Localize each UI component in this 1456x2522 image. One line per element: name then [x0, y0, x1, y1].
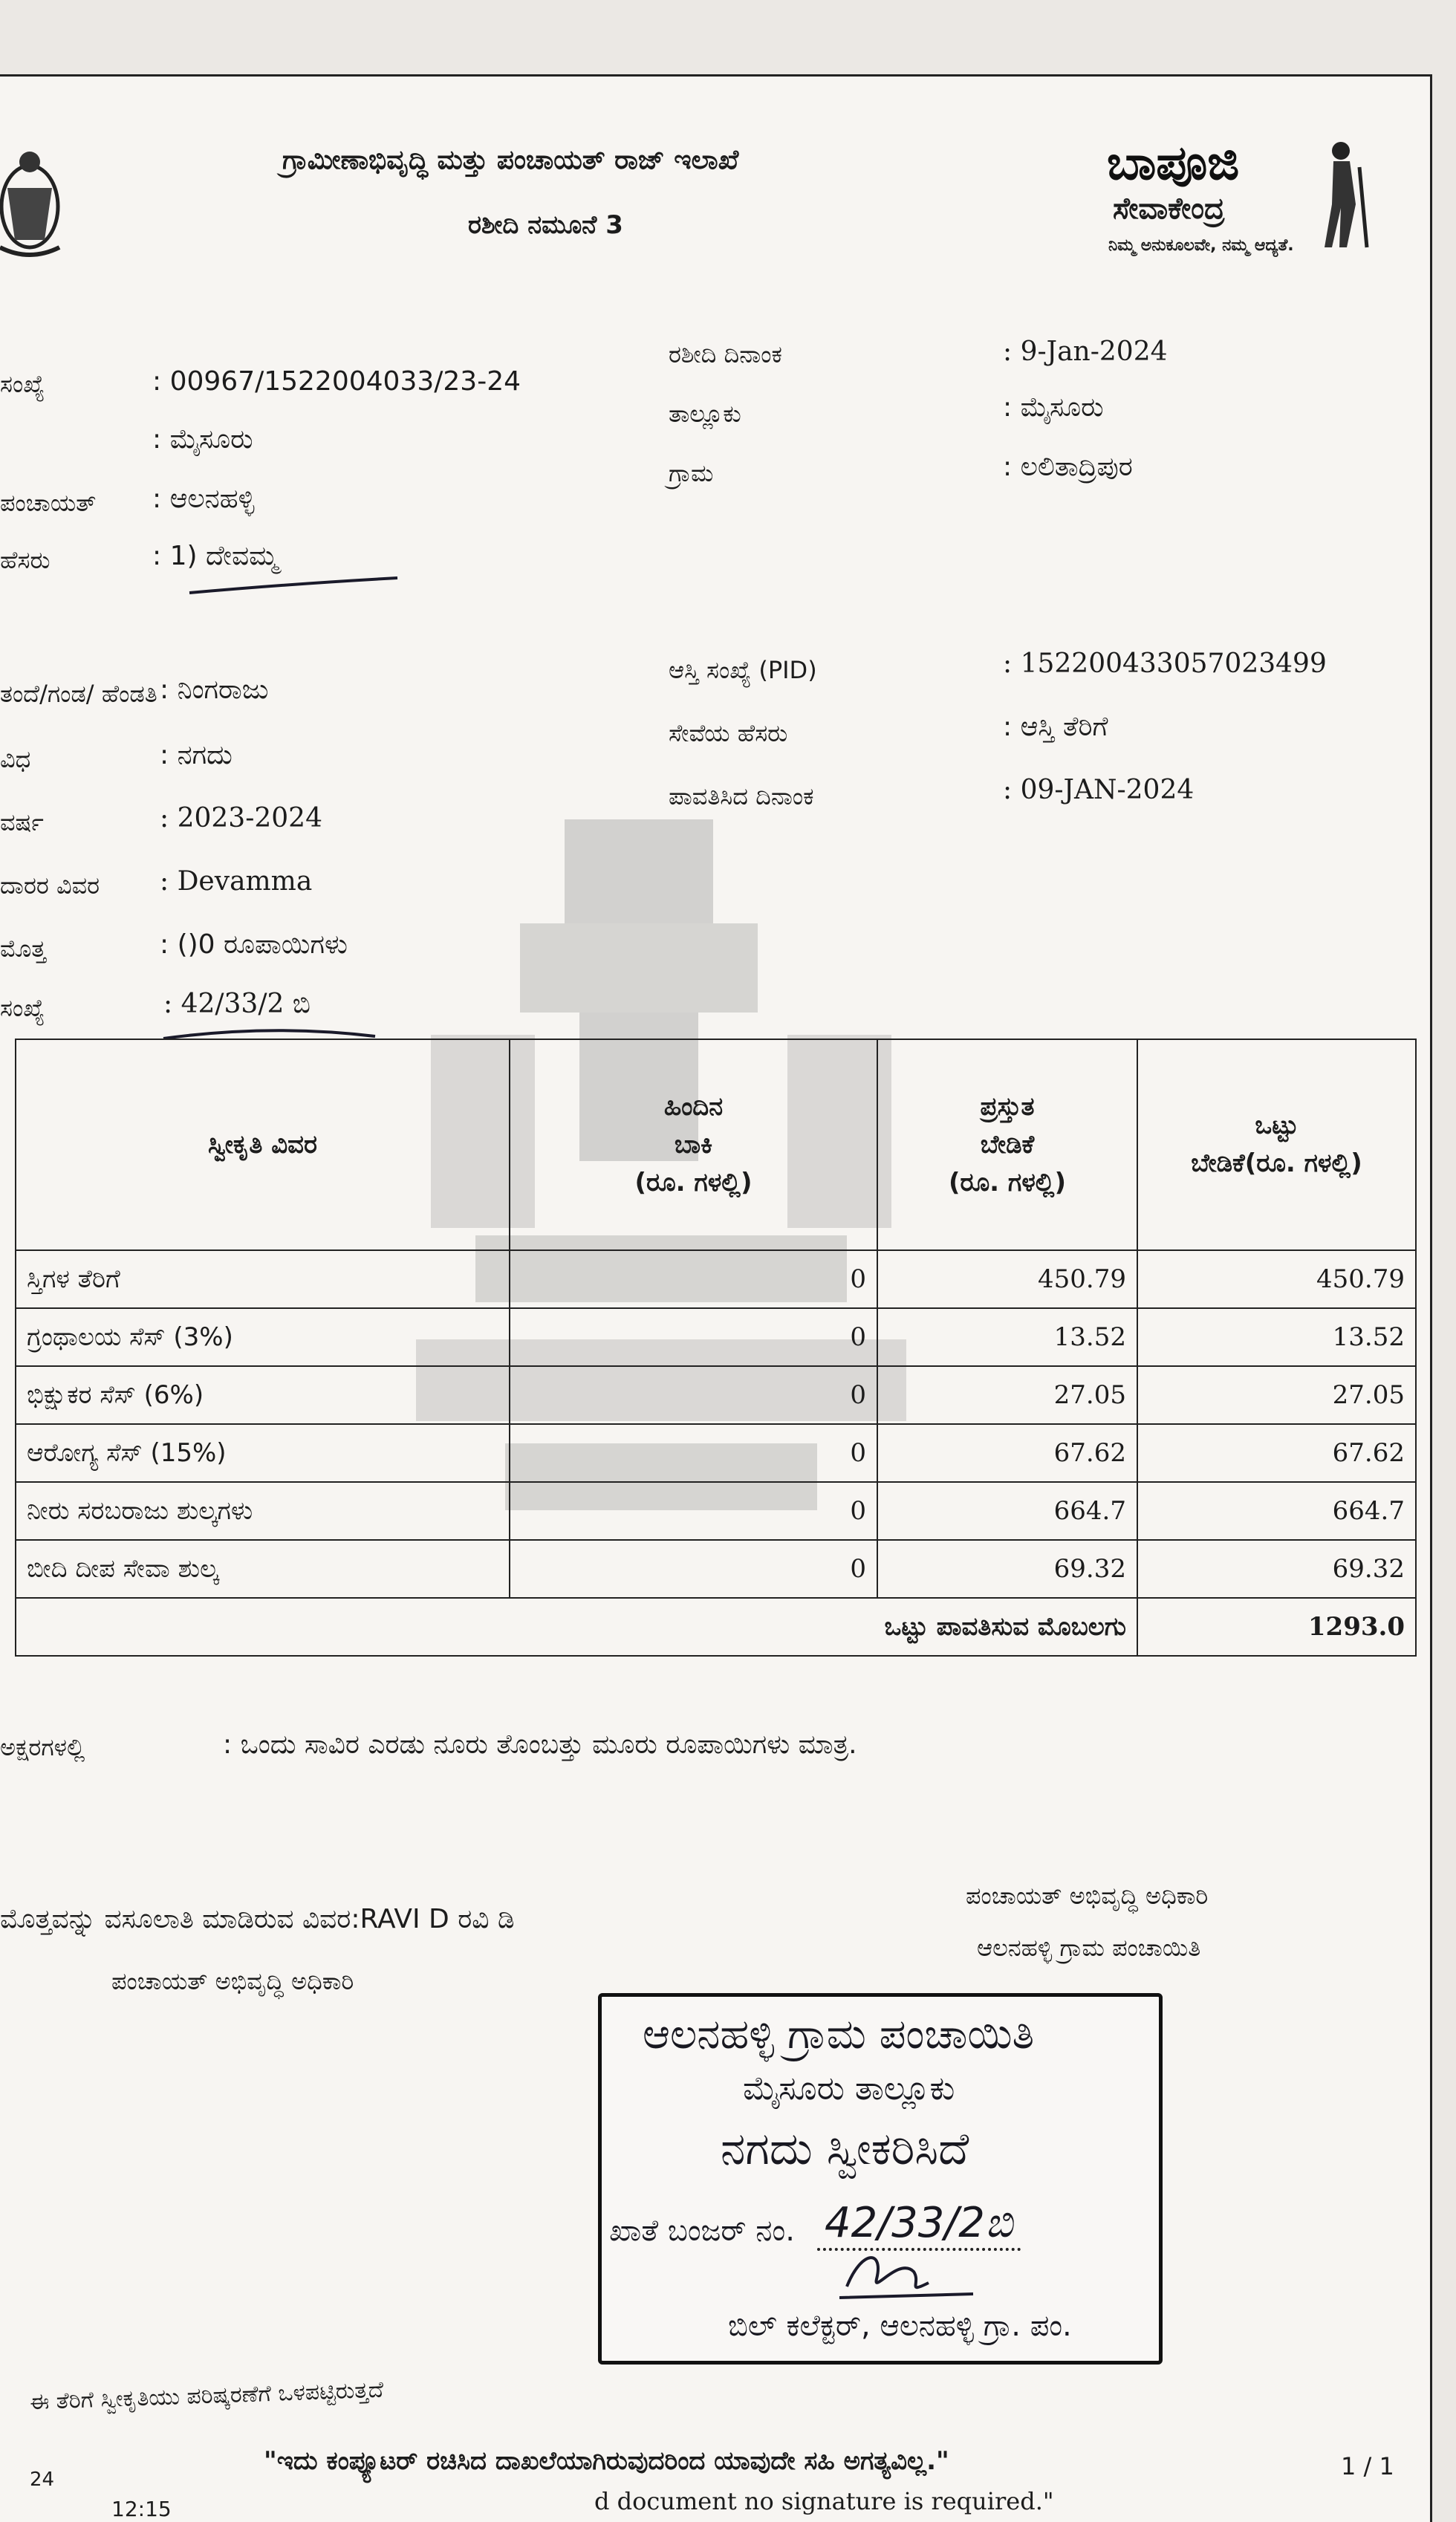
service-name-value: : ಆಸ್ತಿ ತೆರಿಗೆ — [1003, 712, 1108, 742]
payer-name-label: ಹೆಸರು — [0, 546, 51, 574]
table-header-row — [16, 1039, 1416, 1250]
computer-generated-note-kannada: "ಇದು ಕಂಪ್ಯೂಟರ್ ರಚಿಸಿದ ದಾಖಲೆಯಾಗಿರುವುದರಿಂದ ಯಾವುದೇ ಸಹಿ ಅಗತ್ಯವಿಲ್ಲ." — [264, 2446, 949, 2476]
print-date-fragment: 24 — [30, 2469, 55, 2491]
year-label: ವರ್ಷ — [0, 808, 44, 836]
in-words-label: ಅಕ್ಷರಗಳಲ್ಲಿ — [0, 1733, 85, 1761]
row-current: 27.05 — [877, 1366, 1137, 1424]
owner-detail-value: : Devamma — [160, 866, 313, 897]
column-header-description: ಸ್ವೀಕೃತಿ ವಿವರ — [16, 1039, 510, 1250]
row-previous: 0 — [510, 1366, 877, 1424]
logo-name: ಬಾಪೂಜಿ — [1107, 136, 1240, 191]
table-row — [16, 1366, 1416, 1424]
row-total: 13.52 — [1137, 1308, 1416, 1366]
gandhi-figure-icon — [1304, 137, 1371, 249]
table-row — [16, 1424, 1416, 1482]
payment-mode-value: : ನಗದು — [160, 740, 233, 770]
total-row — [16, 1598, 1416, 1656]
row-previous: 0 — [510, 1424, 877, 1482]
amount-label: ಮೊತ್ತ — [0, 935, 46, 963]
pdo-office: ಆಲನಹಳ್ಳಿ ಗ್ರಾಮ ಪಂಚಾಯಿತಿ — [977, 1934, 1201, 1962]
row-previous: 0 — [510, 1250, 877, 1308]
row-current: 13.52 — [877, 1308, 1137, 1366]
row-total: 27.05 — [1137, 1366, 1416, 1424]
year-value: : 2023-2024 — [160, 803, 322, 833]
row-item: ಸ್ತಿಗಳ ತೆರಿಗೆ — [16, 1250, 510, 1308]
ink-underline — [186, 571, 401, 600]
village-label: ಗ್ರಾಮ — [669, 459, 714, 487]
row-previous: 0 — [510, 1540, 877, 1598]
row-previous: 0 — [510, 1482, 877, 1540]
receipt-no-label: ಸಂಖ್ಯೆ — [0, 370, 45, 398]
row-item: ಭಿಕ್ಷುಕರ ಸೆಸ್ (6%) — [16, 1366, 510, 1424]
relation-label: ತಂದೆ/ಗಂಡ/ ಹೆಂಡತಿ — [0, 680, 157, 708]
row-previous: 0 — [510, 1308, 877, 1366]
row-current: 450.79 — [877, 1250, 1137, 1308]
row-item: ಗ್ರಂಥಾಲಯ ಸೆಸ್ (3%) — [16, 1308, 510, 1366]
table-row — [16, 1482, 1416, 1540]
taluk-value: : ಮೈಸೂರು — [1003, 392, 1104, 423]
column-header-current-demand: ಪ್ರಸ್ತುತ ಬೇಡಿಕೆ (ರೂ. ಗಳಲ್ಲಿ) — [877, 1039, 1137, 1250]
owner-detail-label: ದಾರರ ವಿವರ — [0, 871, 100, 900]
collector-designation: ಪಂಚಾಯತ್ ಅಭಿವೃದ್ಧಿ ಅಧಿಕಾರಿ — [111, 1967, 354, 1995]
pid-label: ಆಸ್ತಿ ಸಂಖ್ಯೆ (PID) — [669, 656, 817, 684]
state-emblem-icon — [0, 136, 82, 262]
receipt-date-value: : 9-Jan-2024 — [1003, 337, 1168, 367]
row-current: 664.7 — [877, 1482, 1137, 1540]
stamp-gram-panchayat: ಆಲನಹಳ್ಳಿ ಗ್ರಾಮ ಪಂಚಾಯಿತಿ — [643, 2010, 1035, 2058]
payer-name-value: : 1) ದೇವಮ್ಮ — [152, 541, 279, 571]
cash-received-stamp — [598, 1993, 1163, 2365]
row-item: ಬೀದಿ ದೀಪ ಸೇವಾ ಶುಲ್ಕ — [16, 1540, 510, 1598]
receipt-sheet — [0, 74, 1432, 2522]
row-total: 69.32 — [1137, 1540, 1416, 1598]
property-no-label: ಸಂಖ್ಯೆ — [0, 994, 45, 1022]
panchayat-value: : ಆಲನಹಳ್ಳಿ — [152, 484, 255, 514]
property-no-value: : 42/33/2 ಬಿ — [163, 989, 311, 1019]
bapuji-logo — [1107, 136, 1374, 262]
row-total: 67.62 — [1137, 1424, 1416, 1482]
receipt-no-value: : 00967/1522004033/23-24 — [152, 366, 521, 397]
fee-table — [15, 1039, 1417, 1657]
village-value: : ಲಲಿತಾದ್ರಿಪುರ — [1003, 452, 1133, 482]
row-current: 67.62 — [877, 1424, 1137, 1482]
logo-subtitle: ಸೇವಾಕೇಂದ್ರ — [1113, 192, 1225, 226]
payment-mode-label: ವಿಧ — [0, 745, 31, 773]
table-row — [16, 1308, 1416, 1366]
row-item: ನೀರು ಸರಬರಾಜು ಶುಲ್ಕಗಳು — [16, 1482, 510, 1540]
print-time: 12:15 — [111, 2497, 172, 2521]
total-label: ಒಟ್ಟು ಪಾವತಿಸುವ ಮೊಬಲಗು — [16, 1598, 1137, 1656]
computer-generated-note-english: d document no signature is required." — [594, 2487, 1054, 2515]
receipt-form-title: ರಶೀದಿ ನಮೂನೆ 3 — [468, 210, 623, 240]
service-name-label: ಸೇವೆಯ ಹೆಸರು — [669, 719, 788, 747]
stamp-khata-label: ಖಾತೆ ಬಂಜರ್ ನಂ. — [609, 2214, 795, 2248]
row-item: ಆರೋಗ್ಯ ಸೆಸ್ (15%) — [16, 1424, 510, 1482]
relation-value: : ನಿಂಗರಾಜು — [160, 675, 269, 705]
panchayat-label: ಪಂಚಾಯತ್ — [0, 489, 97, 517]
column-header-total-demand: ಒಟ್ಟು ಬೇಡಿಕೆ(ರೂ. ಗಳಲ್ಲಿ) — [1137, 1039, 1416, 1250]
stamp-bill-collector: ಬಿಲ್ ಕಲೆಕ್ಟರ್, ಆಲನಹಳ್ಳಿ ಗ್ರಾ. ಪಂ. — [728, 2309, 1072, 2343]
paid-date-value: : 09-JAN-2024 — [1003, 775, 1195, 805]
row-total: 664.7 — [1137, 1482, 1416, 1540]
pdo-title: ಪಂಚಾಯತ್ ಅಭಿವೃದ್ಧಿ ಅಧಿಕಾರಿ — [966, 1882, 1209, 1910]
signature-mark — [832, 2242, 981, 2309]
revision-note: ಈ ತೆರಿಗೆ ಸ್ವೀಕೃತಿಯು ಪರಿಷ್ಕರಣೆಗೆ ಒಳಪಟ್ಟಿರುತ್ತದೆ — [29, 2376, 384, 2416]
column-header-previous-arrears: ಹಿಂದಿನ ಬಾಕಿ (ರೂ. ಗಳಲ್ಲಿ) — [510, 1039, 877, 1250]
paid-date-label: ಪಾವತಿಸಿದ ದಿನಾಂಕ — [669, 782, 814, 810]
total-value: 1293.0 — [1137, 1598, 1416, 1656]
stamp-cash-received: ನಗದು ಸ್ವೀಕರಿಸಿದೆ — [721, 2123, 969, 2175]
taluk-label: ತಾಲ್ಲೂಕು — [669, 400, 741, 428]
row-total: 450.79 — [1137, 1250, 1416, 1308]
logo-tagline: ನಿಮ್ಮ ಅನುಕೂಲವೇ, ನಮ್ಮ ಆದ್ಯತೆ. — [1108, 236, 1294, 255]
receipt-date-label: ರಶೀದಿ ದಿನಾಂಕ — [669, 340, 782, 368]
table-row — [16, 1540, 1416, 1598]
stamp-taluk: ಮೈಸೂರು ತಾಲ್ಲೂಕು — [743, 2070, 955, 2107]
pid-value: : 152200433057023499 — [1003, 649, 1327, 679]
table-row — [16, 1250, 1416, 1308]
page-number: 1 / 1 — [1341, 2452, 1394, 2480]
in-words-value: : ಒಂದು ಸಾವಿರ ಎರಡು ನೂರು ತೊಂಬತ್ತು ಮೂರು ರೂಪಾಯಿಗಳು ಮಾತ್ರ. — [223, 1729, 857, 1760]
stamp-khata-value: 42/33/2ಬಿ — [817, 2199, 1021, 2251]
department-title: ಗ್ರಾಮೀಣಾಭಿವೃದ್ಧಿ ಮತ್ತು ಪಂಚಾಯತ್ ರಾಜ್ ಇಲಾಖೆ — [282, 145, 739, 175]
amount-value: : ()0 ರೂಪಾಯಿಗಳು — [160, 929, 348, 960]
collected-by: ಮೊತ್ತವನ್ನು ವಸೂಲಾತಿ ಮಾಡಿರುವ ವಿವರ:RAVI D ರವಿ ಡಿ — [0, 1904, 515, 1934]
district-value: : ಮೈಸೂರು — [152, 424, 253, 455]
row-current: 69.32 — [877, 1540, 1137, 1598]
